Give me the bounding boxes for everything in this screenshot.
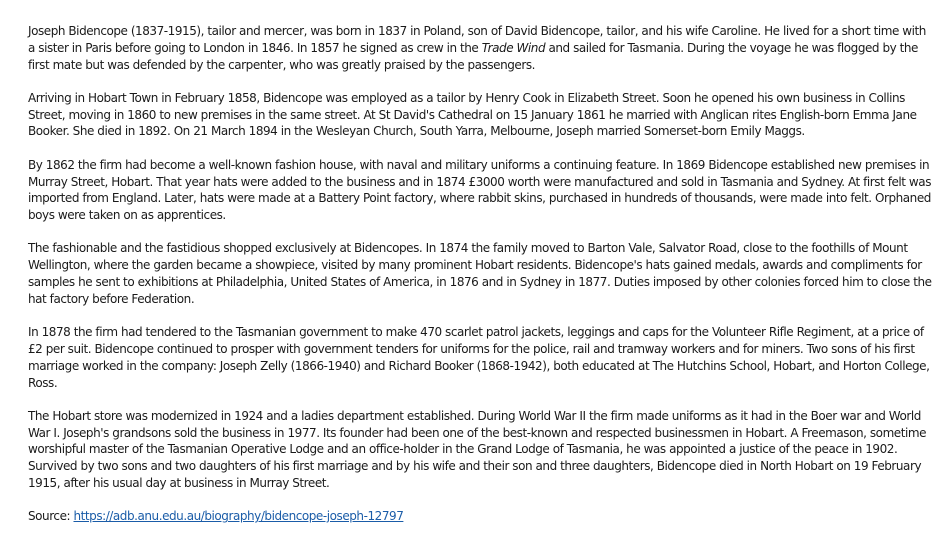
paragraph-fashion-house: By 1862 the firm had become a well-known fashion house, with naval and military uniforms a continuing feature. In 1869 Bidencope established new premises in Murray Street, Hobart. That year hats were added to the business and in 1874 £3000 worth were manufactured and sold in Tasmania and Sydney. At first felt was imported from England. Later, hats were made at a Battery Point factory, where rabbit skins, purchased in hundreds of thousands, were made into felt. Orphaned boys were taken on as apprentices. [28, 157, 931, 223]
paragraph-early-life [28, 23, 933, 73]
source-line [28, 508, 933, 525]
ship-name: Trade Wind [481, 40, 546, 55]
document-body [28, 23, 933, 525]
paragraph-early-life-text-1: Joseph Bidencope (1837-1915), tailor and mercer, was born in 1837 in Poland, son of David Bidencope, tailor, and his wife Caroline. He lived for a short time with a sister in Paris before going to London in 1846. In 1857 he signed as crew in the [28, 24, 926, 55]
source-link[interactable]: https://adb.anu.edu.au/biography/bidencope-joseph-12797 [73, 509, 404, 524]
paragraph-hobart-arrival: Arriving in Hobart Town in February 1858, Bidencope was employed as a tailor by Henry Cook in Elizabeth Street. Soon he opened his own business in Collins Street, moving in 1860 to new premises in the same street. At St David's Cathedral on 15 January 1861 he married with Anglican rites English-born Emma Jane Booker. She died in 1892. On 21 March 1894 in the Wesleyan Church, South Yarra, Melbourne, Joseph married Somerset-born Emily Maggs. [28, 90, 917, 139]
paragraph-government-tenders: In 1878 the firm had tendered to the Tasmanian government to make 470 scarlet patrol jackets, leggings and caps for the Volunteer Rifle Regiment, at a price of £2 per suit. Bidencope continued to prosper with government tenders for uniforms for the police, rail and tramway workers and for miners. Two sons of his first marriage worked in the company: Joseph Zelly (1866-1940) and Richard Booker (1868-1942), both educated at The Hutchins School, Hobart, and Horton College, Ross. [28, 325, 930, 390]
paragraph-early-life-text-2: and sailed for Tasmania. During the voyage he was flogged by the first mate but was defended by the carpenter, who was greatly praised by the passengers. [28, 40, 918, 72]
paragraph-bidencopes-shop: The fashionable and the fastidious shopped exclusively at Bidencopes. In 1874 the family moved to Barton Vale, Salvator Road, close to the foothills of Mount Wellington, where the garden became a showpiece, visited by many prominent Hobart residents. Bidencope's hats gained medals, awards and compliments for samples he sent to exhibitions at Philadelphia, United States of America, in 1876 and in Sydney in 1877. Duties imposed by other colonies forced him to close the hat factory before Federation. [28, 241, 932, 306]
paragraph-later-years: The Hobart store was modernized in 1924 and a ladies department established. During World War II the firm made uniforms as it had in the Boer war and World War I. Joseph's grandsons sold the business in 1977. Its founder had been one of the best-known and respected businessmen in Hobart. A Freemason, sometime worshipful master of the Tasmanian Operative Lodge and an office-holder in the Grand Lodge of Tasmania, he was appointed a justice of the peace in 1902. Survived by two sons and two daughters of his first marriage and by his wife and their son and three daughters, Bidencope died in North Hobart on 19 February 1915, after his usual day at business in Murray Street. [28, 408, 927, 491]
source-label: Source: [28, 509, 74, 524]
